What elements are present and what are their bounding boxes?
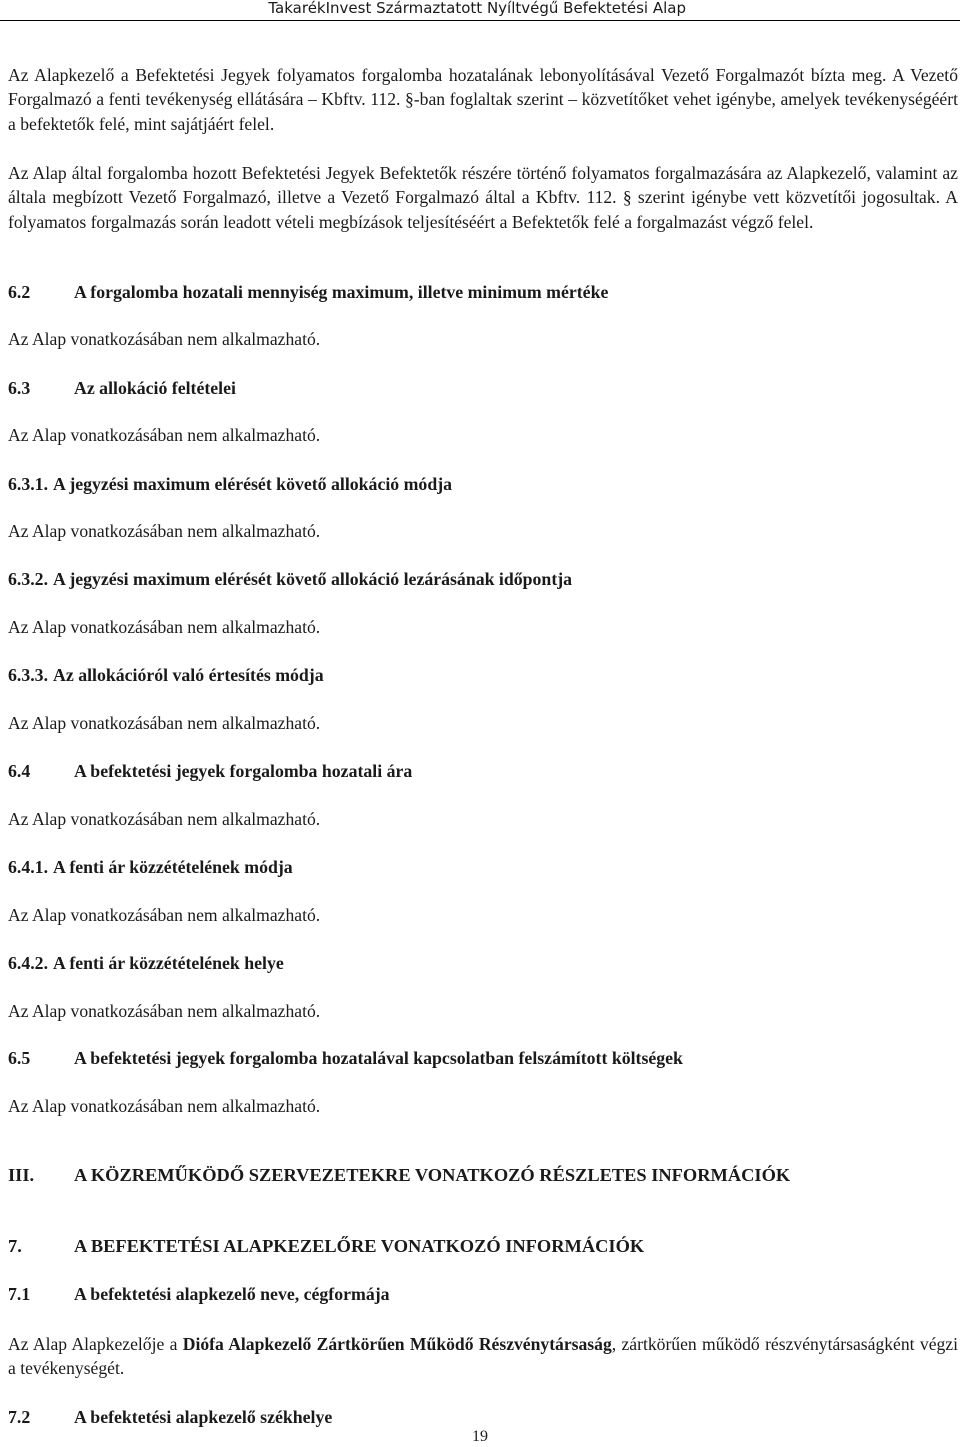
section-heading-6-3-2	[8, 569, 572, 590]
section-number: 6.4.2.	[8, 953, 49, 973]
section-title: A fenti ár közzétételének módja	[53, 857, 293, 877]
part-title: A KÖZREMŰKÖDŐ SZERVEZETEKRE VONATKOZÓ RÉSZLETES INFORMÁCIÓK	[74, 1165, 791, 1185]
section-title: A forgalomba hozatali mennyiség maximum, illetve minimum mértéke	[74, 282, 609, 302]
section-body-6-4: Az Alap vonatkozásában nem alkalmazható.	[8, 809, 321, 829]
section-title: A befektetési alapkezelő neve, cégformája	[74, 1284, 390, 1304]
section-body-6-3-1: Az Alap vonatkozásában nem alkalmazható.	[8, 521, 321, 541]
section-heading-6-3	[8, 378, 236, 399]
section-heading-7-2	[8, 1407, 332, 1428]
section-number: 6.5	[8, 1048, 31, 1068]
section-body-6-3-2: Az Alap vonatkozásában nem alkalmazható.	[8, 617, 321, 637]
section-heading-6-4	[8, 761, 412, 782]
section-title: Az allokáció feltételei	[74, 378, 236, 398]
part-heading-iii	[8, 1165, 790, 1186]
section-heading-6-3-3	[8, 665, 324, 686]
section-body-6-3: Az Alap vonatkozásában nem alkalmazható.	[8, 425, 321, 445]
page-header	[0, 0, 960, 20]
section-number: 6.3.1.	[8, 474, 49, 494]
section-body-6-5: Az Alap vonatkozásában nem alkalmazható.	[8, 1096, 321, 1116]
page-number: 19	[472, 1428, 488, 1445]
section-body-6-2: Az Alap vonatkozásában nem alkalmazható.	[8, 329, 321, 349]
section-number: 6.3	[8, 378, 31, 398]
paragraph-fund-manager	[8, 1332, 958, 1381]
paragraph-distribution-rights	[8, 161, 958, 234]
section-title: A jegyzési maximum elérését követő allokáció módja	[53, 474, 453, 494]
chapter-title: A BEFEKTETÉSI ALAPKEZELŐRE VONATKOZÓ INFORMÁCIÓK	[74, 1236, 645, 1256]
paragraph-text: Az Alapkezelő a Befektetési Jegyek folyamatos forgalomba hozatalának lebonyolításával Vezető Forgalmazót bízta meg. A Vezető Forgalmazó a fenti tevékenység ellátására – Kbftv. 112. §-ban foglaltak szerint – közvetítőket vehet igénybe, amelyek tevékenységéért a befektetők felé, mint sajátjáért felel.	[8, 65, 958, 134]
part-number: III.	[8, 1165, 35, 1185]
section-body-6-4-1: Az Alap vonatkozásában nem alkalmazható.	[8, 905, 321, 925]
section-heading-6-3-1	[8, 474, 452, 495]
paragraph-text	[8, 1332, 958, 1381]
section-title: Az allokációról való értesítés módja	[53, 665, 324, 685]
section-heading-7-1	[8, 1284, 390, 1305]
section-title: A befektetési alapkezelő székhelye	[74, 1407, 333, 1427]
chapter-number: 7.	[8, 1236, 22, 1256]
paragraph-distributor	[8, 63, 958, 136]
section-heading-6-4-2	[8, 953, 284, 974]
section-heading-6-4-1	[8, 857, 293, 878]
company-name: Diófa Alapkezelő Zártkörűen Működő Részvénytársaság	[182, 1334, 612, 1354]
section-title: A jegyzési maximum elérését követő allokáció lezárásának időpontja	[53, 569, 573, 589]
section-heading-6-2	[8, 282, 608, 303]
document-title: TakarékInvest Származtatott Nyíltvégű Befektetési Alap	[268, 0, 686, 17]
section-title: A befektetési jegyek forgalomba hozatali ára	[74, 761, 413, 781]
section-number: 7.2	[8, 1407, 31, 1427]
header-divider	[0, 20, 960, 21]
section-number: 6.3.2.	[8, 569, 49, 589]
section-body-6-3-3: Az Alap vonatkozásában nem alkalmazható.	[8, 713, 321, 733]
paragraph-text: Az Alap által forgalomba hozott Befektetési Jegyek Befektetők részére történő folyamatos forgalmazására az Alapkezelő, valamint az általa megbízott Vezető Forgalmazó, illetve a Vezető Forgalmazó által a Kbftv. 112. § szerint igénybe vett közvetítői jogosultak. A folyamatos forgalmazás során leadott vételi megbízások teljesítéséért a Befektetők felé a forgalmazást végző felel.	[8, 163, 958, 232]
section-title: A befektetési jegyek forgalomba hozatalával kapcsolatban felszámított költségek	[74, 1048, 683, 1068]
chapter-heading-7	[8, 1236, 644, 1257]
section-title: A fenti ár közzétételének helye	[53, 953, 284, 973]
section-number: 6.2	[8, 282, 31, 302]
section-number: 6.3.3.	[8, 665, 49, 685]
text-run: Az Alap Alapkezelője a	[8, 1334, 183, 1354]
section-number: 6.4.1.	[8, 857, 49, 877]
text-run: , zártkörűen működő részvénytársaságként végzi a tevékenységét.	[8, 1334, 959, 1379]
section-number: 7.1	[8, 1284, 31, 1304]
section-body-6-4-2: Az Alap vonatkozásában nem alkalmazható.	[8, 1001, 321, 1021]
section-number: 6.4	[8, 761, 31, 781]
section-heading-6-5	[8, 1048, 683, 1069]
